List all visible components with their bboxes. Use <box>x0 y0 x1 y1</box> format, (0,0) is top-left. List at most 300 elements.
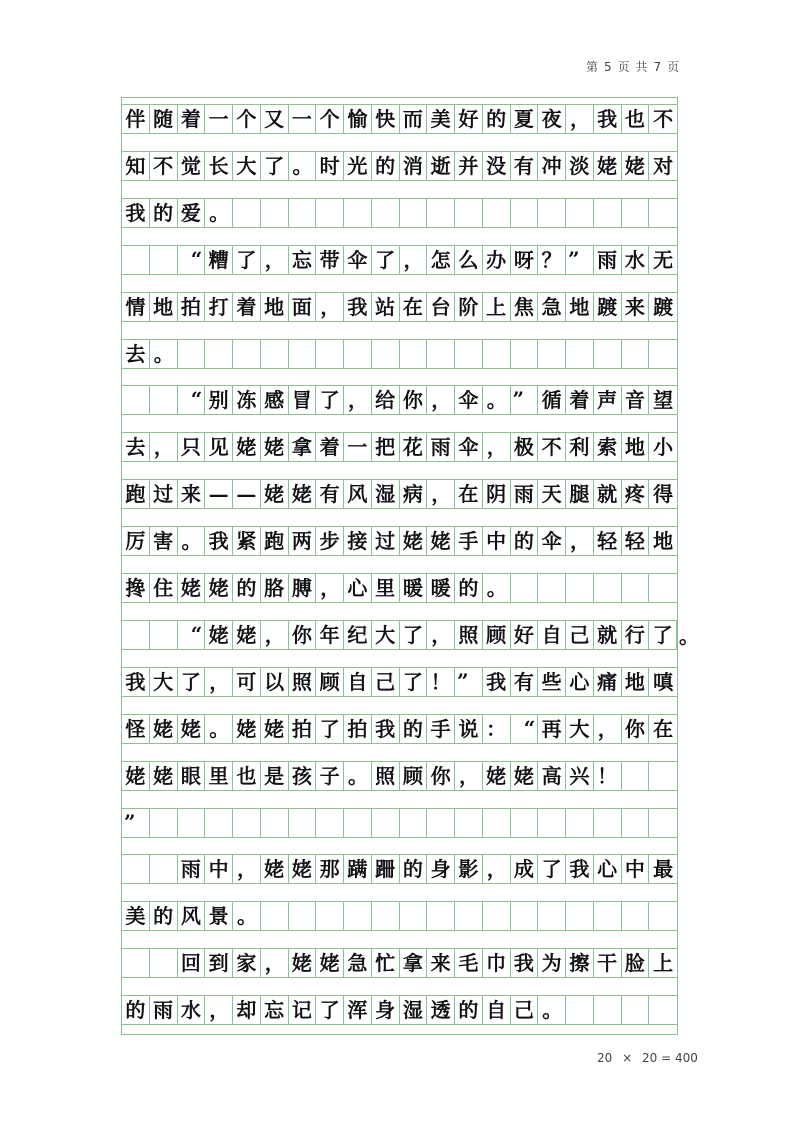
grid-cell: 过 <box>150 480 178 508</box>
grid-cell: 干 <box>594 949 622 977</box>
grid-cell: 利 <box>566 433 594 461</box>
grid-cell <box>205 340 233 368</box>
grid-row <box>122 385 677 415</box>
grid-cell: 己 <box>372 668 400 696</box>
grid-cell: 来 <box>427 949 455 977</box>
grid-cell: 了 <box>372 246 400 274</box>
grid-cell: 胳 <box>261 574 289 602</box>
grid-cell: 就 <box>594 621 622 649</box>
grid-cell: 地 <box>261 293 289 321</box>
grid-cell: 的 <box>150 199 178 227</box>
grid-cell: ， <box>427 480 455 508</box>
grid-cell: 大 <box>566 715 594 743</box>
grid-cell: 我 <box>122 668 150 696</box>
grid-cell: ， <box>261 246 289 274</box>
grid-cell: 打 <box>205 293 233 321</box>
grid-cell <box>261 199 289 227</box>
grid-cell: 着 <box>178 105 206 133</box>
grid-cell: 个 <box>233 105 261 133</box>
grid-cell: 自 <box>483 996 511 1024</box>
grid-cell: ？ <box>538 246 566 274</box>
grid-cell: 的 <box>122 996 150 1024</box>
grid-row <box>122 714 677 744</box>
grid-cell: 说 <box>455 715 483 743</box>
grid-rows-count: 20 <box>642 1051 658 1065</box>
grid-cell: ， <box>566 105 594 133</box>
grid-cell: 毛 <box>455 949 483 977</box>
grid-cell: 的 <box>455 574 483 602</box>
grid-cell: 给 <box>372 386 400 414</box>
grid-cell: 在 <box>653 716 674 741</box>
grid-cell: 姥 <box>233 433 261 461</box>
grid-cell: 大 <box>372 621 400 649</box>
grid-cell: ！ <box>594 762 622 790</box>
grid-cell <box>427 809 455 837</box>
grid-cell: 到 <box>205 949 233 977</box>
grid-cell <box>400 199 428 227</box>
grid-cell: ” <box>566 246 594 274</box>
grid-cell: 里 <box>205 762 233 790</box>
grid-cell <box>455 902 483 930</box>
grid-cell <box>372 340 400 368</box>
grid-cell <box>455 340 483 368</box>
grid-cell <box>289 809 317 837</box>
grid-cell: 轻 <box>594 527 622 555</box>
grid-cell: 姥 <box>511 762 539 790</box>
grid-cell: 轻 <box>622 527 650 555</box>
grid-cell: 又 <box>261 105 289 133</box>
grid-cell: 跑 <box>261 527 289 555</box>
overflow-punctuation: 。 <box>679 623 699 648</box>
grid-cell <box>511 199 539 227</box>
grid-cell: 在 <box>455 480 483 508</box>
grid-cell: 音 <box>622 386 650 414</box>
grid-cell: 湿 <box>372 480 400 508</box>
grid-cell: 光 <box>344 152 372 180</box>
grid-cell <box>566 199 594 227</box>
grid-cell: 心 <box>594 855 622 883</box>
grid-cell: 了 <box>178 668 206 696</box>
grid-cell: — <box>205 480 233 508</box>
grid-cell: 姥 <box>233 715 261 743</box>
grid-cell: 望 <box>653 388 674 413</box>
grid-cell: 雨 <box>150 996 178 1024</box>
grid-cell: 一 <box>344 433 372 461</box>
grid-cell <box>400 340 428 368</box>
grid-cell: 痛 <box>594 668 622 696</box>
grid-cell: 声 <box>594 386 622 414</box>
grid-cell: 身 <box>372 996 400 1024</box>
grid-cell: 夜 <box>538 105 566 133</box>
grid-cell: 我 <box>344 293 372 321</box>
grid-cell: 个 <box>316 105 344 133</box>
grid-cell: 的 <box>511 527 539 555</box>
grid-cell <box>233 199 261 227</box>
grid-cell: 并 <box>455 152 483 180</box>
grid-cell: 姥 <box>205 574 233 602</box>
grid-cell: 照 <box>289 668 317 696</box>
grid-cell <box>622 902 650 930</box>
grid-cell: 得 <box>653 482 674 507</box>
grid-cell: 而 <box>400 105 428 133</box>
grid-cell: 索 <box>594 433 622 461</box>
grid-cell: 上 <box>653 951 674 976</box>
grid-cell <box>622 996 650 1024</box>
grid-cell: 中 <box>483 527 511 555</box>
grid-cell: 的 <box>483 105 511 133</box>
grid-cell: 搀 <box>122 574 150 602</box>
grid-cell: 姥 <box>178 715 206 743</box>
grid-cell <box>538 199 566 227</box>
grid-cell: 冻 <box>233 386 261 414</box>
grid-cell: 花 <box>400 433 428 461</box>
grid-cell: 影 <box>455 855 483 883</box>
grid-cell: 脸 <box>622 949 650 977</box>
grid-cell: 来 <box>622 293 650 321</box>
grid-cell: 姥 <box>289 949 317 977</box>
grid-cell: 爱 <box>178 199 206 227</box>
grid-cell: ， <box>594 715 622 743</box>
grid-cell <box>344 809 372 837</box>
grid-cell: 有 <box>316 480 344 508</box>
grid-cell <box>289 340 317 368</box>
grid-cell <box>150 855 178 883</box>
grid-cell: 带 <box>316 246 344 274</box>
grid-cell: ， <box>455 762 483 790</box>
grid-cell: 无 <box>653 247 674 272</box>
grid-cell <box>233 340 261 368</box>
grid-cell <box>400 809 428 837</box>
grid-cell: 地 <box>566 293 594 321</box>
grid-cell: 成 <box>511 855 539 883</box>
grid-cell: “ <box>178 246 206 274</box>
grid-cell: 你 <box>427 762 455 790</box>
grid-cell: 些 <box>538 668 566 696</box>
grid-cell: 美 <box>122 902 150 930</box>
grid-cell: 夏 <box>511 105 539 133</box>
grid-cell: 姥 <box>122 762 150 790</box>
grid-cell: 焦 <box>511 293 539 321</box>
grid-cell: 中 <box>205 855 233 883</box>
grid-cell: ， <box>261 949 289 977</box>
grid-cell: 子 <box>316 762 344 790</box>
grid-cell: 。 <box>483 386 511 414</box>
grid-cell: 地 <box>653 529 674 554</box>
grid-cell: “ <box>178 621 206 649</box>
grid-cell <box>483 809 511 837</box>
grid-cell: 。 <box>344 762 372 790</box>
grid-cell: ， <box>483 855 511 883</box>
grid-cell: 怪 <box>122 715 150 743</box>
grid-cell: 姥 <box>261 433 289 461</box>
grid-cell: 姥 <box>316 949 344 977</box>
grid-cell: ， <box>566 527 594 555</box>
grid-cell <box>511 809 539 837</box>
grid-cell: 你 <box>289 621 317 649</box>
grid-cell <box>344 340 372 368</box>
grid-cell: 姥 <box>289 855 317 883</box>
grid-cols-count: 20 <box>597 1051 613 1065</box>
grid-cell: 跚 <box>372 855 400 883</box>
grid-row <box>122 761 677 791</box>
grid-cell: 的 <box>455 996 483 1024</box>
grid-row <box>122 245 677 275</box>
grid-cell: 姥 <box>622 152 650 180</box>
grid-cell: 拿 <box>289 433 317 461</box>
grid-cell: 的 <box>233 574 261 602</box>
grid-cell: 里 <box>372 574 400 602</box>
grid-row <box>122 339 677 369</box>
grid-cell <box>594 199 622 227</box>
grid-row <box>122 854 677 884</box>
grid-cell: 忘 <box>261 996 289 1024</box>
grid-cell: ， <box>400 246 428 274</box>
grid-cell: 伴 <box>122 105 150 133</box>
grid-cell: ， <box>233 855 261 883</box>
grid-cell: 姥 <box>289 480 317 508</box>
grid-cell <box>649 996 677 1024</box>
grid-cell: 姥 <box>483 762 511 790</box>
grid-cell <box>649 902 677 930</box>
grid-cell: 姥 <box>261 480 289 508</box>
grid-cell <box>122 949 150 977</box>
grid-cell: 在 <box>400 293 428 321</box>
grid-cell: 阶 <box>455 293 483 321</box>
grid-cell: 姥 <box>178 574 206 602</box>
grid-cell <box>344 902 372 930</box>
grid-cell: 厉 <box>122 527 150 555</box>
grid-cell <box>122 246 150 274</box>
grid-cell: 没 <box>483 152 511 180</box>
grid-cell: 了 <box>316 996 344 1024</box>
grid-cell: 一 <box>205 105 233 133</box>
grid-cell <box>289 902 317 930</box>
grid-cell: 你 <box>622 715 650 743</box>
grid-cell: 为 <box>538 949 566 977</box>
grid-row <box>122 667 677 697</box>
grid-cell: 极 <box>511 433 539 461</box>
grid-cell <box>316 809 344 837</box>
grid-cell: ， <box>261 621 289 649</box>
grid-cell: ” <box>122 809 150 837</box>
grid-cell <box>261 902 289 930</box>
grid-cell: 浑 <box>344 996 372 1024</box>
grid-cell: 姥 <box>150 715 178 743</box>
grid-cell: 我 <box>511 949 539 977</box>
grid-cell <box>649 809 677 837</box>
grid-cell: 是 <box>261 762 289 790</box>
grid-cell: 大 <box>150 668 178 696</box>
grid-cell <box>566 902 594 930</box>
grid-cell: 眼 <box>178 762 206 790</box>
grid-cell <box>150 809 178 837</box>
grid-cell: 的 <box>372 152 400 180</box>
grid-cell <box>400 902 428 930</box>
grid-cell <box>538 809 566 837</box>
grid-cell: 也 <box>622 105 650 133</box>
grid-cell: 么 <box>455 246 483 274</box>
grid-cell <box>649 340 677 368</box>
grid-cell: 地 <box>622 433 650 461</box>
grid-cell <box>205 809 233 837</box>
grid-cell: 消 <box>400 152 428 180</box>
grid-cell: 行 <box>622 621 650 649</box>
grid-cell: 了 <box>261 152 289 180</box>
grid-cell: 。 <box>289 152 317 180</box>
grid-cell: 长 <box>205 152 233 180</box>
grid-row <box>122 432 677 462</box>
grid-cell: 冒 <box>289 386 317 414</box>
grid-cell <box>150 246 178 274</box>
grid-cell: 照 <box>455 621 483 649</box>
grid-cell: 姥 <box>400 527 428 555</box>
grid-cell <box>538 340 566 368</box>
grid-cell: 拿 <box>400 949 428 977</box>
grid-cell: 风 <box>178 902 206 930</box>
grid-cell: ， <box>150 433 178 461</box>
grid-cell: 站 <box>372 293 400 321</box>
grid-cell: 了 <box>233 246 261 274</box>
grid-cell: 两 <box>289 527 317 555</box>
grid-cell: 只 <box>178 433 206 461</box>
grid-cell: 顾 <box>483 621 511 649</box>
grid-cell: 己 <box>511 996 539 1024</box>
grid-cell: 伞 <box>538 527 566 555</box>
total-pages-number: 7 <box>653 60 663 74</box>
grid-cell: 我 <box>122 199 150 227</box>
grid-cell: 了 <box>649 621 677 649</box>
grid-cell: 地 <box>622 668 650 696</box>
grid-cell <box>455 199 483 227</box>
grid-cell <box>511 902 539 930</box>
grid-cell: 水 <box>622 246 650 274</box>
grid-cell: 以 <box>261 668 289 696</box>
grid-cell: 了 <box>400 621 428 649</box>
grid-cell: 。 <box>205 715 233 743</box>
grid-cell: 。 <box>233 902 261 930</box>
grid-cell <box>483 199 511 227</box>
grid-cell: 呀 <box>511 246 539 274</box>
page-number-header <box>586 58 685 75</box>
grid-cell: 把 <box>372 433 400 461</box>
grid-cell: 了 <box>400 668 428 696</box>
grid-cell <box>427 199 455 227</box>
grid-row <box>122 948 677 978</box>
grid-cell <box>122 621 150 649</box>
grid-cell: 见 <box>205 433 233 461</box>
grid-row <box>122 526 677 556</box>
grid-cell: 病 <box>400 480 428 508</box>
grid-cell: 湿 <box>400 996 428 1024</box>
composition-grid <box>121 97 699 1035</box>
grid-cell <box>594 996 622 1024</box>
grid-cell <box>622 199 650 227</box>
grid-cell: 一 <box>289 105 317 133</box>
grid-cell: 了 <box>538 855 566 883</box>
grid-cell <box>150 386 178 414</box>
grid-cell: 踱 <box>594 293 622 321</box>
grid-cell: 紧 <box>233 527 261 555</box>
grid-cell: 姥 <box>205 621 233 649</box>
grid-cell: 的 <box>400 715 428 743</box>
grid-cell: 忘 <box>289 246 317 274</box>
grid-cell: 也 <box>233 762 261 790</box>
grid-cell: 好 <box>455 105 483 133</box>
grid-cell: 随 <box>150 105 178 133</box>
grid-cell: 上 <box>483 293 511 321</box>
grid-cell <box>566 996 594 1024</box>
grid-cell <box>344 199 372 227</box>
grid-cell <box>316 199 344 227</box>
grid-cell <box>649 574 677 602</box>
grid-cell: 姥 <box>261 715 289 743</box>
times-symbol: × <box>622 1051 633 1065</box>
grid-cell <box>372 199 400 227</box>
grid-cell: 风 <box>344 480 372 508</box>
grid-cell: 了 <box>316 386 344 414</box>
grid-cell <box>511 574 539 602</box>
grid-cell: 有 <box>511 668 539 696</box>
grid-cell: 急 <box>344 949 372 977</box>
grid-cell: 伞 <box>455 386 483 414</box>
grid-cell: ， <box>344 386 372 414</box>
grid-cell: 姥 <box>261 855 289 883</box>
grid-cell: 心 <box>344 574 372 602</box>
grid-cell <box>622 574 650 602</box>
grid-cell: 大 <box>233 152 261 180</box>
grid-cell: 不 <box>653 107 674 131</box>
grid-cell: 嗔 <box>653 669 674 694</box>
grid-cell: 可 <box>233 668 261 696</box>
grid-cell: 景 <box>205 902 233 930</box>
grid-row <box>122 995 677 1025</box>
grid-cell <box>566 340 594 368</box>
grid-cell: 雨 <box>427 433 455 461</box>
grid-cell: 你 <box>400 386 428 414</box>
grid-cell: 手 <box>455 527 483 555</box>
grid-cell <box>483 340 511 368</box>
grid-cell: ， <box>316 293 344 321</box>
grid-size-footer <box>597 1051 698 1065</box>
grid-cell <box>122 855 150 883</box>
grid-cell: 对 <box>653 153 674 178</box>
grid-cell: ！ <box>427 668 455 696</box>
grid-cell: ， <box>483 433 511 461</box>
grid-cell: 中 <box>622 855 650 883</box>
grid-cell: 膊 <box>289 574 317 602</box>
grid-cell: 情 <box>122 293 150 321</box>
grid-cell <box>594 902 622 930</box>
grid-total: = 400 <box>661 1051 698 1065</box>
grid-cell: 我 <box>205 527 233 555</box>
grid-cell: 拍 <box>178 293 206 321</box>
grid-cell <box>427 902 455 930</box>
grid-cell: 自 <box>344 668 372 696</box>
grid-cell <box>178 809 206 837</box>
grid-cell: 住 <box>150 574 178 602</box>
grid-cell: 跑 <box>122 480 150 508</box>
grid-cell: 雨 <box>594 246 622 274</box>
grid-cell: 着 <box>316 433 344 461</box>
grid-cell: 疼 <box>622 480 650 508</box>
grid-row <box>122 573 677 603</box>
grid-cell: 别 <box>205 386 233 414</box>
grid-cell: 。 <box>178 527 206 555</box>
grid-cell: 手 <box>427 715 455 743</box>
grid-cell: 时 <box>316 152 344 180</box>
grid-cell: 。 <box>150 340 178 368</box>
grid-cell: 地 <box>150 293 178 321</box>
